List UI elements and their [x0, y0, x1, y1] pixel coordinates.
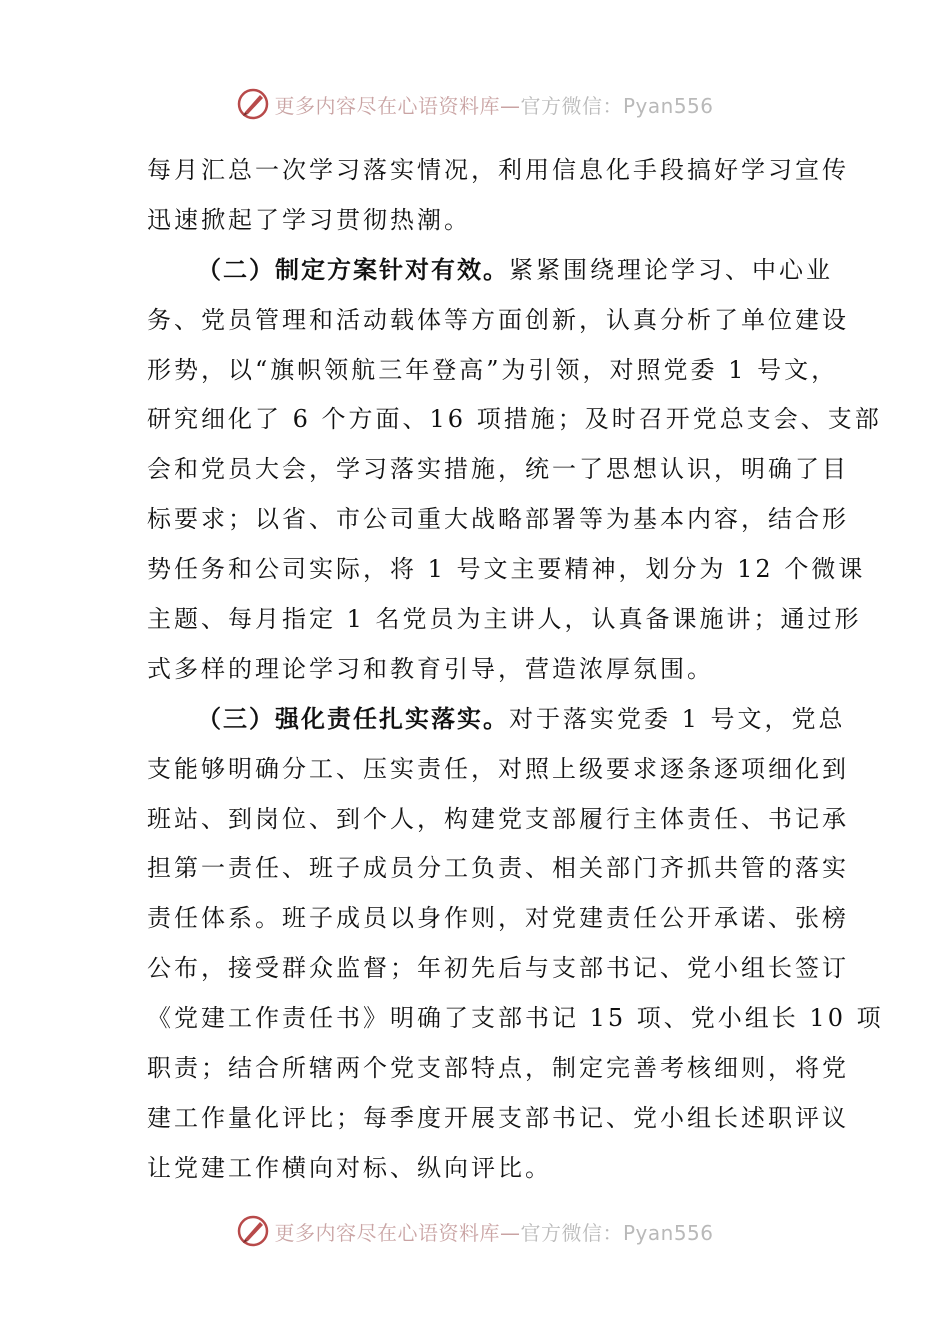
body-line: 建工作量化评比；每季度开展支部书记、党小组长述职评议 — [147, 1103, 849, 1132]
body-line: 标要求；以省、市公司重大战略部署等为基本内容，结合形 — [147, 505, 849, 534]
banner-text: 更多内容尽在心语资料库 — [274, 1220, 500, 1245]
section-3-first-line — [147, 695, 846, 745]
body-line: 公布，接受群众监督；年初先后与支部书记、党小组长签订 — [147, 954, 849, 983]
body-line: 势任务和公司实际，将 1 号文主要精神，划分为 12 个微课 — [147, 555, 866, 584]
document-body — [147, 146, 884, 1194]
section-2-lead: 紧紧围绕理论学习、中心业 — [509, 255, 833, 284]
section-3-heading: （三）强化责任扎实落实。 — [197, 704, 509, 733]
section-2-heading: （二）制定方案针对有效。 — [197, 255, 509, 284]
body-line: 每月汇总一次学习落实情况，利用信息化手段搞好学习宣传 — [147, 156, 849, 184]
banner-wechat-label: 官方微信： — [520, 93, 623, 118]
body-line: 支能够明确分工、压实责任，对照上级要求逐条逐项细化到 — [147, 754, 849, 783]
body-line: 会和党员大会，学习落实措施，统一了思想认识，明确了目 — [147, 455, 849, 484]
body-line: 让党建工作横向对标、纵向评比。 — [147, 1153, 552, 1182]
quill-logo-icon — [236, 1214, 270, 1248]
banner-wechat-label: 官方微信： — [520, 1220, 623, 1245]
section-2-first-line — [147, 246, 833, 296]
body-line: 职责；结合所辖两个党支部特点，制定完善考核细则，将党 — [147, 1054, 849, 1083]
footer-banner — [0, 1211, 950, 1251]
banner-dash: — — [499, 93, 521, 118]
body-line: 《党建工作责任书》明确了支部书记 15 项、党小组长 10 项 — [147, 1004, 884, 1033]
banner-wechat-id: Pyan556 — [622, 93, 714, 118]
section-3-lead: 对于落实党委 1 号文，党总 — [509, 704, 846, 733]
body-line: 迅速掀起了学习贯彻热潮。 — [147, 205, 471, 234]
banner-dash: — — [499, 1220, 521, 1245]
banner-text: 更多内容尽在心语资料库 — [274, 93, 500, 118]
body-line: 主题、每月指定 1 名党员为主讲人，认真备课施讲；通过形 — [147, 605, 862, 634]
body-line: 形势，以“旗帜领航三年登高”为引领，对照党委 1 号文， — [147, 355, 839, 384]
banner-wechat-id: Pyan556 — [622, 1220, 714, 1245]
header-banner — [0, 84, 950, 124]
body-line: 务、党员管理和活动载体等方面创新，认真分析了单位建设 — [147, 305, 849, 334]
body-line: 担第一责任、班子成员分工负责、相关部门齐抓共管的落实 — [147, 854, 849, 883]
body-line: 式多样的理论学习和教育引导，营造浓厚氛围。 — [147, 654, 714, 683]
body-line: 班站、到岗位、到个人，构建党支部履行主体责任、书记承 — [147, 804, 849, 833]
quill-logo-icon — [236, 87, 270, 121]
body-line: 责任体系。班子成员以身作则，对党建责任公开承诺、张榜 — [147, 904, 849, 933]
body-line: 研究细化了 6 个方面、16 项措施；及时召开党总支会、支部 — [147, 405, 882, 434]
